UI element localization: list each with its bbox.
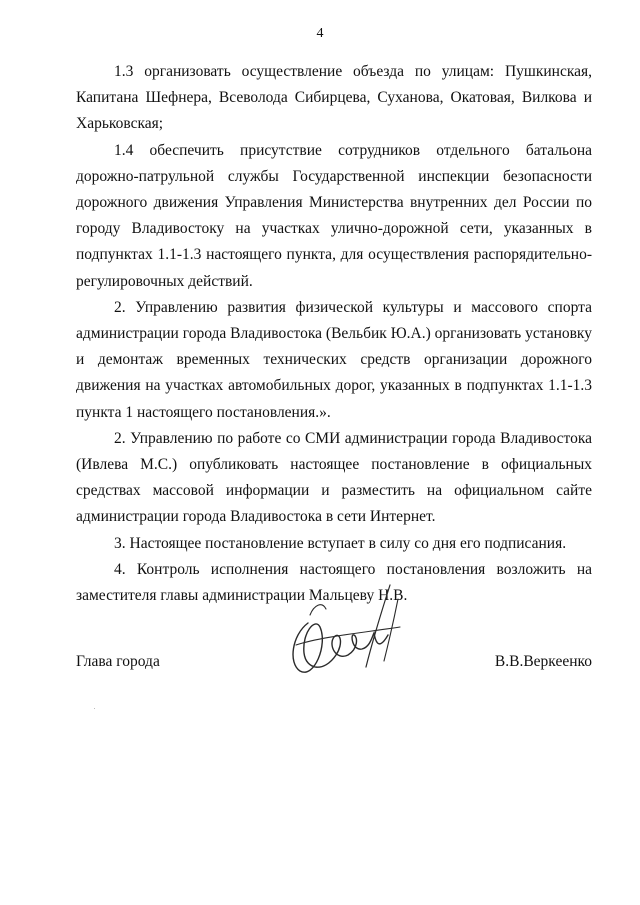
paragraph-1-4: 1.4 обеспечить присутствие сотрудников отдельного батальона дорожно-патрульной службы Государственной инспекции безопасности дорожного движения Управления Министерства внутренних дел России по городу Владивостоку на участках улично-дорожной сети, указанных в подпунктах 1.1-1.3 настоящего пункта, для осуществления распорядительно-регулировочных действий. — [76, 141, 592, 290]
paragraph-2-sport: 2. Управлению развития физической культуры и массового спорта администрации города Владивостока (Вельбик Ю.А.) организовать установку и демонтаж временных технических средств организации дорожного движения на участках автомобильных дорог, указанных в подпунктах 1.1-1.3 пункта 1 настоящего постановления.». — [76, 298, 592, 421]
paragraph-3: 3. Настоящее постановление вступает в силу со дня его подписания. — [114, 534, 567, 552]
page-number: 4 — [316, 26, 324, 41]
paragraph-2-media: 2. Управлению по работе со СМИ администрации города Владивостока (Ивлева М.С.) опубликовать настоящее постановление в официальных средствах массовой информации и разместить на официальном сайте администрации города Владивостока в сети Интернет. — [76, 429, 592, 526]
signatory-name: В.В.Веркеенко — [494, 653, 592, 670]
paragraph-1-3: 1.3 организовать осуществление объезда по улицам: Пушкинская, Капитана Шефнера, Всеволода Сибирцева, Суханова, Окатовая, Вилкова и Харьковская; — [76, 63, 592, 133]
document-body — [76, 59, 592, 609]
signature-block — [76, 653, 592, 683]
signatory-title: Глава города — [76, 653, 160, 670]
scan-artifact — [94, 708, 95, 709]
paragraph-4: 4. Контроль исполнения настоящего постановления возложить на заместителя главы администрации Мальцеву Н.В. — [76, 560, 592, 605]
